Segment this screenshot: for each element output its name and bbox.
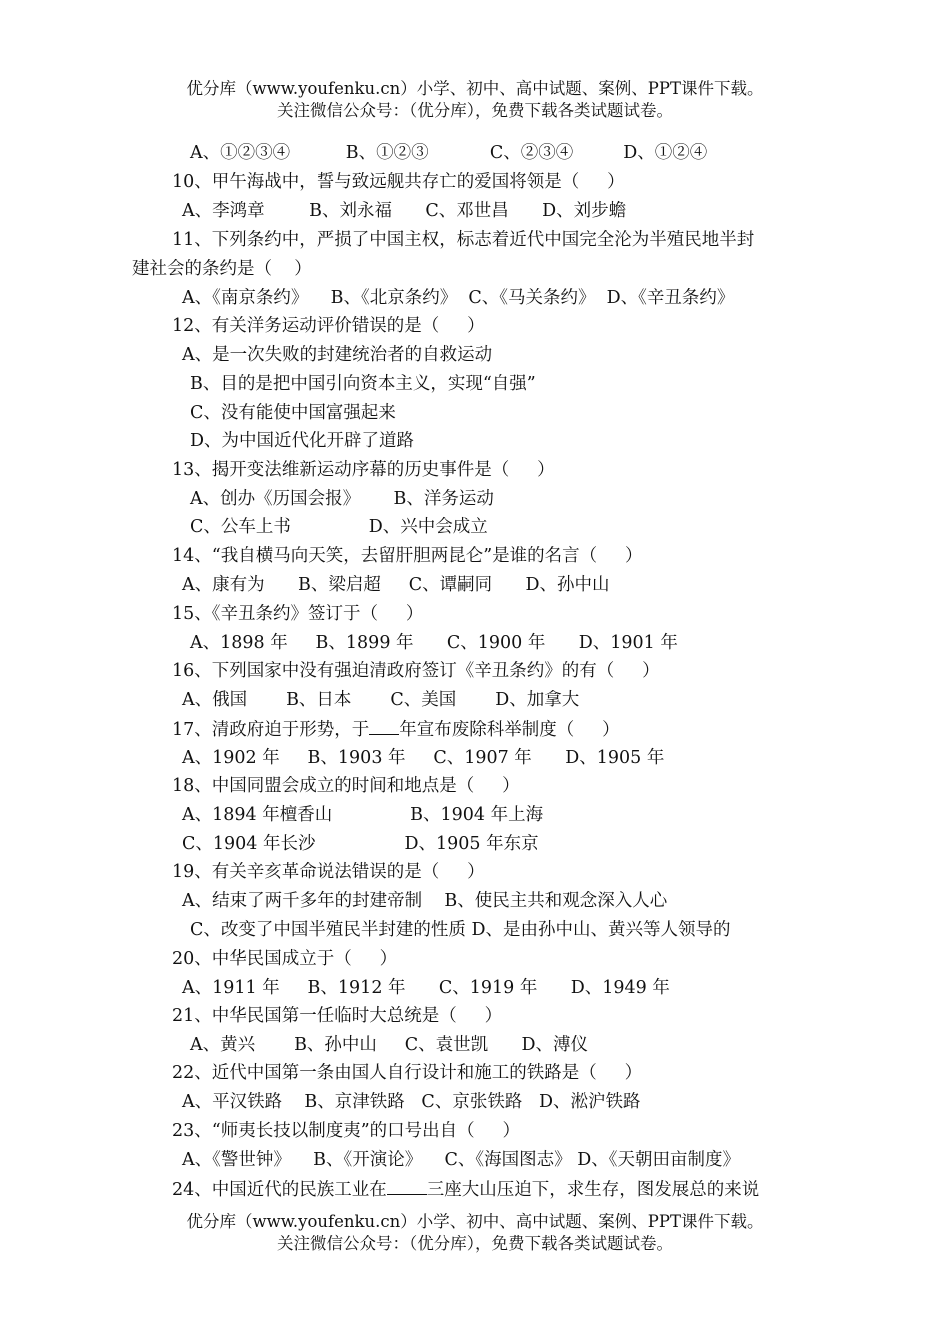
q23-stem: 23、“师夷长技以制度夷”的口号出自（ ） — [172, 1121, 520, 1141]
q24-answer-blank[interactable] — [387, 1176, 427, 1195]
q19-options-ab: A、结束了两千多年的封建帝制 B、使民主共和观念深入人心 — [182, 891, 668, 911]
q17-stem-part2: 年宣布废除科举制度（ ） — [399, 720, 620, 740]
q22-options: A、平汉铁路 B、京津铁路 C、京张铁路 D、淞沪铁路 — [182, 1092, 641, 1112]
q11-options: A、《南京条约》 B、《北京条约》 C、《马关条约》 D、《辛丑条约》 — [182, 288, 735, 308]
q16-options: A、俄国 B、日本 C、美国 D、加拿大 — [182, 690, 580, 710]
q24-stem-part1: 24、中国近代的民族工业在 — [172, 1180, 387, 1200]
q22-stem: 22、近代中国第一条由国人自行设计和施工的铁路是（ ） — [172, 1063, 643, 1083]
q18-stem: 18、中国同盟会成立的时间和地点是（ ） — [172, 776, 520, 796]
q12-option-a: A、是一次失败的封建统治者的自救运动 — [182, 345, 493, 365]
q18-options-cd: C、1904 年长沙 D、1905 年东京 — [182, 834, 539, 854]
q10-stem: 10、甲午海战中，誓与致远舰共存亡的爱国将领是（ ） — [172, 172, 625, 192]
q20-stem: 20、中华民国成立于（ ） — [172, 949, 398, 969]
q24-stem — [172, 1176, 759, 1203]
q12-option-b: B、目的是把中国引向资本主义，实现“自强” — [190, 374, 536, 394]
q16-stem: 16、下列国家中没有强迫清政府签订《辛丑条约》的有（ ） — [172, 661, 660, 681]
q13-stem: 13、揭开变法维新运动序幕的历史事件是（ ） — [172, 460, 555, 480]
q17-options: A、1902 年 B、1903 年 C、1907 年 D、1905 年 — [182, 748, 665, 768]
q10-options: A、李鸿章 B、刘永福 C、邓世昌 D、刘步蟾 — [182, 201, 627, 221]
q9-options: A、①②③④ B、①②③ C、②③④ D、①②④ — [190, 143, 708, 163]
q19-options-cd: C、改变了中国半殖民半封建的性质 D、是由孙中山、黄兴等人领导的 — [190, 920, 731, 940]
header-line-1: 优分库（www.youfenku.cn）小学、初中、高中试题、案例、PPT课件下载。 — [186, 79, 764, 98]
q18-options-ab: A、1894 年檀香山 B、1904 年上海 — [182, 805, 544, 825]
q15-options: A、1898 年 B、1899 年 C、1900 年 D、1901 年 — [190, 633, 678, 653]
q13-options-ab: A、创办《历国会报》 B、洋务运动 — [190, 489, 494, 509]
footer-line-1: 优分库（www.youfenku.cn）小学、初中、高中试题、案例、PPT课件下载。 — [186, 1212, 764, 1231]
q12-option-d: D、为中国近代化开辟了道路 — [190, 431, 415, 451]
q17-stem — [172, 716, 620, 743]
q19-stem: 19、有关辛亥革命说法错误的是（ ） — [172, 862, 485, 882]
q11-stem-cont: 建社会的条约是（ ） — [132, 259, 312, 279]
q21-stem: 21、中华民国第一任临时大总统是（ ） — [172, 1006, 503, 1026]
q15-stem: 15、《辛丑条约》签订于（ ） — [172, 604, 424, 624]
q20-options: A、1911 年 B、1912 年 C、1919 年 D、1949 年 — [182, 978, 670, 998]
header-line-2: 关注微信公众号：（优分库），免费下载各类试题试卷。 — [277, 101, 673, 120]
q24-stem-part2: 三座大山压迫下，求生存，图发展总的来说 — [426, 1180, 760, 1200]
q13-options-cd: C、公车上书 D、兴中会成立 — [190, 517, 488, 537]
q14-options: A、康有为 B、梁启超 C、谭嗣同 D、孙中山 — [182, 575, 610, 595]
q14-stem: 14、“我自横马向天笑，去留肝胆两昆仑”是谁的名言（ ） — [172, 546, 643, 566]
q12-option-c: C、没有能使中国富强起来 — [190, 403, 396, 423]
q12-stem: 12、有关洋务运动评价错误的是（ ） — [172, 316, 485, 336]
q21-options: A、黄兴 B、孙中山 C、袁世凯 D、溥仪 — [190, 1035, 589, 1055]
footer-line-2: 关注微信公众号：（优分库），免费下载各类试题试卷。 — [277, 1234, 673, 1253]
q11-stem: 11、下列条约中，严损了中国主权，标志着近代中国完全沦为半殖民地半封 — [172, 230, 755, 250]
q17-stem-part1: 17、清政府迫于形势，于 — [172, 720, 370, 740]
q23-options: A、《警世钟》 B、《开演论》 C、《海国图志》 D、《天朝田亩制度》 — [182, 1150, 740, 1170]
q17-answer-blank[interactable] — [369, 716, 399, 735]
